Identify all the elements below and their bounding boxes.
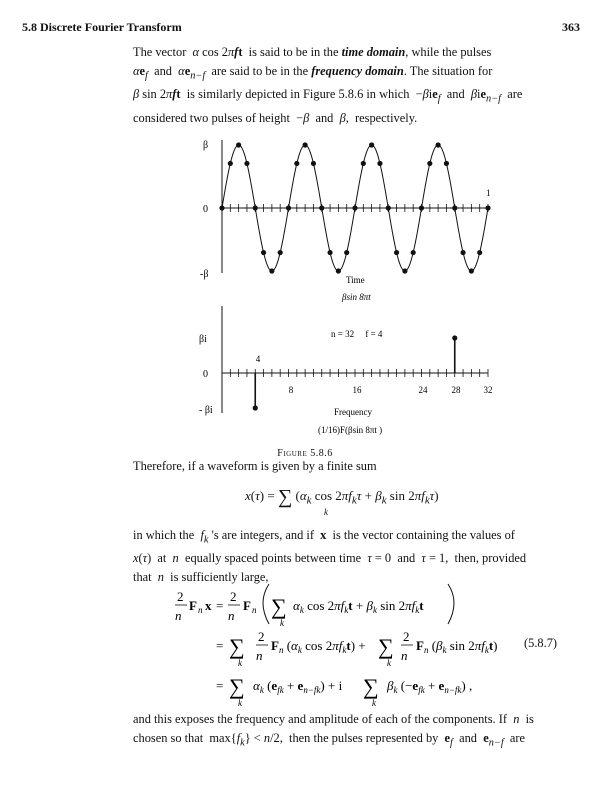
svg-text:n: n: [175, 608, 182, 623]
svg-text:n: n: [256, 648, 263, 663]
figure-caption: Figure 5.8.6: [277, 448, 333, 459]
equation-5-8-7: [165, 578, 525, 708]
sample-point: [327, 250, 332, 255]
intro-paragraph: [133, 43, 588, 128]
cond-line-3: that n is sufficiently large,: [133, 570, 269, 585]
sample-point: [419, 205, 424, 210]
svg-text:∑: ∑: [363, 674, 379, 699]
svg-text:2: 2: [403, 629, 410, 644]
frequency-domain-plot: [199, 306, 493, 435]
sample-point: [377, 161, 382, 166]
svg-text:∑: ∑: [229, 634, 245, 659]
svg-text:n: n: [198, 605, 203, 615]
running-header-section: 5.8 Discrete Fourier Transform: [22, 20, 182, 34]
sample-point: [244, 161, 249, 166]
sample-point: [469, 268, 474, 273]
page-number: 363: [562, 20, 580, 34]
sample-point: [411, 250, 416, 255]
svg-text:x: x: [205, 598, 212, 613]
freq-xlabel: Frequency: [334, 407, 372, 417]
freq-tick-label-24: 24: [418, 385, 428, 395]
sample-point: [485, 205, 490, 210]
cond-line-1: in which the $f_k$ 's are integers, and if x is the vector containing the values of: [133, 528, 515, 546]
freq-tick-label-28: 28: [451, 385, 461, 395]
svg-text:∑: ∑: [378, 634, 394, 659]
sample-point: [228, 161, 233, 166]
freq-tick-label-4: 4: [255, 354, 261, 364]
time-ylabel-negbeta: -β: [200, 269, 209, 280]
time-domain-plot: [200, 140, 491, 302]
equation-number: (5.8.7): [524, 636, 558, 650]
final-line-2: chosen so that $\max\{f_k\} < n/2$, then the pulses represented by $e_f$ and $e_{n-f}$ are: [133, 731, 526, 749]
sample-point: [369, 142, 374, 147]
time-ylabel-beta: β: [203, 140, 209, 151]
svg-text:∑: ∑: [271, 594, 287, 619]
freq-ylabel-negbi: - βi: [199, 405, 213, 416]
sample-point: [477, 250, 482, 255]
freq-subtitle: (1/16)F(βsin 8πt ): [318, 425, 383, 435]
freq-params: n = 32 f = 4: [331, 329, 383, 339]
svg-text:=: =: [216, 678, 224, 693]
sample-point: [261, 250, 266, 255]
freq-pulse-head: [253, 405, 258, 410]
time-subtitle: βsin 8πt: [342, 292, 371, 302]
time-xlabel: Time: [346, 275, 365, 285]
svg-text:Fn (βk sin 2πfkt): $F_n$ ($\beta_k$ $\sin 2\pi f_kt$): [416, 638, 498, 655]
svg-text:n: n: [228, 608, 235, 623]
svg-text:k: k: [280, 618, 284, 628]
cond-line-2: x(τ) at n equally spaced points between time τ = 0 and τ = 1, then, provided: [133, 551, 527, 566]
svg-text:αk (efk + en−fk) + i: $\alpha_k$ $(e_{fk} + e_{n-fk}) + i$: [253, 678, 343, 695]
time-right-label: 1: [486, 188, 491, 198]
svg-text:βk (−efk + en−fk) ,: $\beta_k$ $(-e_{fk} + e_{n-fk})$ ,: [387, 678, 473, 695]
final-line-1: and this exposes the frequency and amplitude of each of the components. If n is: [133, 712, 534, 726]
freq-pulse-head: [452, 335, 457, 340]
freq-ylabel-bi: βi: [199, 334, 207, 345]
sample-point: [452, 205, 457, 210]
sample-point: [336, 268, 341, 273]
sample-point: [394, 250, 399, 255]
mid-text-line: Therefore, if a waveform is given by a finite sum: [133, 459, 377, 473]
sample-point: [303, 142, 308, 147]
sample-point: [319, 205, 324, 210]
svg-text:F: F: [243, 598, 251, 613]
figure-5-8-6: [0, 125, 610, 455]
svg-text:n: n: [252, 605, 257, 615]
sample-point: [311, 161, 316, 166]
sample-point: [253, 205, 258, 210]
sample-point: [344, 250, 349, 255]
svg-text:k: k: [387, 658, 391, 668]
svg-text:∑: ∑: [229, 674, 245, 699]
sample-point: [386, 205, 391, 210]
sample-point: [294, 161, 299, 166]
svg-text:F: F: [189, 598, 197, 613]
svg-text:2: 2: [258, 629, 265, 644]
svg-text:2: 2: [230, 589, 237, 604]
freq-tick-label-8: 8: [288, 385, 294, 395]
svg-text:k: k: [238, 658, 242, 668]
svg-text:n: n: [401, 648, 408, 663]
svg-text:αk cos 2πfkt + βk sin 2πfkt: $\alpha_k$ $\cos 2\pi f_kt + \beta_k$ $\sin 2\pi f_kt$: [293, 598, 424, 615]
sum-index: k: [324, 507, 328, 517]
sample-point: [361, 161, 366, 166]
sample-point: [286, 205, 291, 210]
sample-point: [402, 268, 407, 273]
sample-point: [236, 142, 241, 147]
sample-point: [352, 205, 357, 210]
freq-tick-label-32: 32: [483, 385, 493, 395]
sample-point: [436, 142, 441, 147]
intro-line-4: considered two pulses of height −β and β, respectively.: [133, 110, 418, 125]
svg-text:=: =: [216, 598, 224, 613]
intro-line-1: The vector α cos 2πft is said to be in the time domain, while the pulses: [133, 45, 492, 59]
final-paragraph: [133, 710, 588, 752]
svg-text:Fn (αk cos 2πfkt) +: $F_n$ ($\alpha_k$ $\cos 2\pi f_kt$) +: [271, 638, 366, 655]
sample-point: [269, 268, 274, 273]
intro-line-3: β sin 2πft is similarly depicted in Figure 5.8.6 in which −βie$_f$ and βie$_{n-f}$ are: [133, 87, 523, 105]
sum-equation: x(τ) = ∑ ($\alpha_k$ $\cos 2\pi f_k\tau + \beta_k$ $\sin 2\pi f_k\tau$): [245, 486, 439, 508]
sample-point: [219, 205, 224, 210]
sample-point: [460, 250, 465, 255]
svg-text:2: 2: [177, 589, 184, 604]
svg-text:=: =: [216, 638, 224, 653]
freq-tick-label-16: 16: [352, 385, 362, 395]
svg-text:k: k: [372, 698, 376, 708]
svg-text:k: k: [238, 698, 242, 708]
sample-point: [427, 161, 432, 166]
mid-text: [133, 457, 588, 476]
time-ylabel-zero: 0: [203, 204, 208, 215]
sample-point: [444, 161, 449, 166]
freq-ylabel-zero: 0: [203, 369, 208, 380]
sample-point: [278, 250, 283, 255]
intro-line-2: $\alpha e_f$ and $\alpha e_{n-f}$ are said to be in the frequency domain. The situation for: [133, 64, 493, 82]
